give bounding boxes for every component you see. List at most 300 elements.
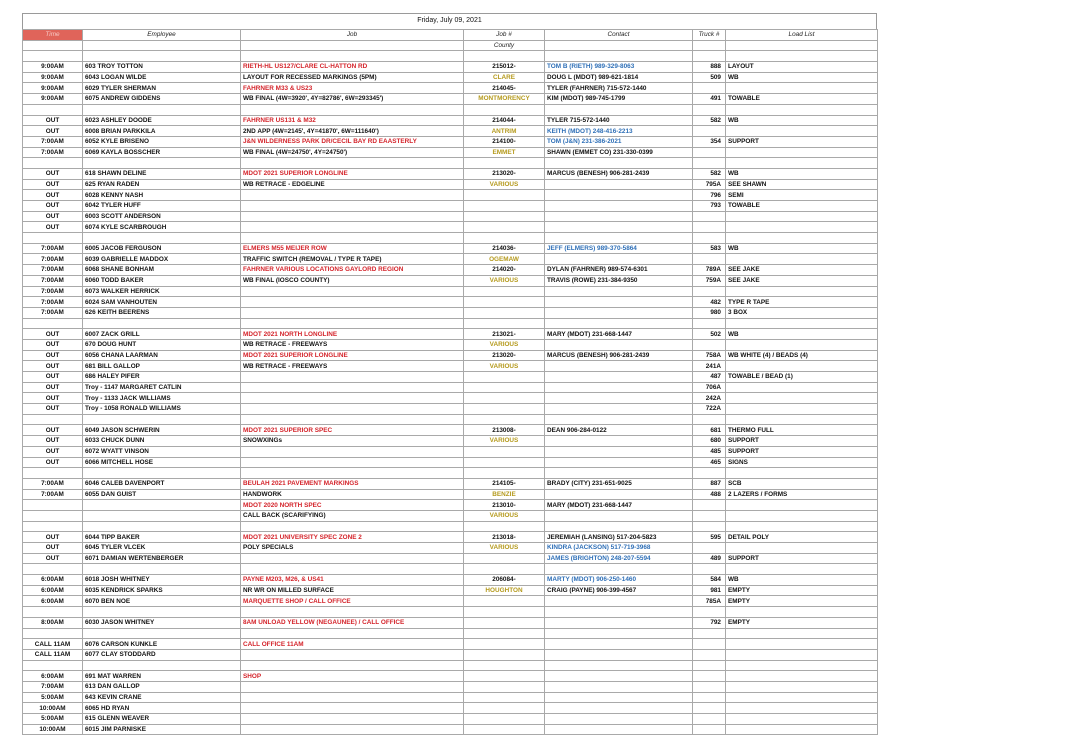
- row-load-list: [726, 521, 878, 532]
- row-job-number: EMMET: [464, 147, 545, 158]
- row-employee: 6039 GABRIELLE MADDOX: [83, 254, 241, 265]
- row-employee: 6056 CHANA LAARMAN: [83, 350, 241, 361]
- row-load-list: [726, 692, 878, 703]
- row-load-list: SUPPORT: [726, 446, 878, 457]
- header-employee: Employee: [83, 30, 241, 41]
- table-row: [23, 660, 878, 671]
- row-job-number: [464, 703, 545, 714]
- row-contact: [545, 254, 693, 265]
- row-truck-number: 488: [693, 489, 726, 500]
- sheet-date-title: Friday, July 09, 2021: [22, 13, 877, 29]
- subheader-blank: [545, 40, 693, 51]
- table-row: [23, 457, 878, 468]
- row-job: MARQUETTE SHOP / CALL OFFICE: [241, 596, 464, 607]
- row-contact: MARY (MDOT) 231-668-1447: [545, 329, 693, 340]
- row-employee: [83, 628, 241, 639]
- table-row: [23, 147, 878, 158]
- row-time: 7:00AM: [23, 286, 83, 297]
- table-row: [23, 211, 878, 222]
- row-job: BEULAH 2021 PAVEMENT MARKINGS: [241, 478, 464, 489]
- row-job-number: [464, 639, 545, 650]
- row-time: [23, 500, 83, 511]
- row-load-list: [726, 158, 878, 169]
- row-employee: [83, 510, 241, 521]
- row-job: WB RETRACE - FREEWAYS: [241, 361, 464, 372]
- row-load-list: WB WHITE (4) / BEADS (4): [726, 350, 878, 361]
- row-job-number: VARIOUS: [464, 339, 545, 350]
- row-truck-number: 583: [693, 243, 726, 254]
- table-row: [23, 532, 878, 543]
- table-row: [23, 489, 878, 500]
- row-job-number: [464, 681, 545, 692]
- row-employee: [83, 521, 241, 532]
- row-truck-number: [693, 222, 726, 233]
- row-contact: [545, 468, 693, 479]
- row-job-number: 214036-: [464, 243, 545, 254]
- row-contact: [545, 158, 693, 169]
- subheader-blank: [693, 40, 726, 51]
- row-job: MDOT 2021 NORTH LONGLINE: [241, 329, 464, 340]
- row-contact: [545, 639, 693, 650]
- table-row: [23, 703, 878, 714]
- row-job: FAHRNER M33 & US23: [241, 83, 464, 94]
- row-time: OUT: [23, 126, 83, 137]
- row-truck-number: [693, 639, 726, 650]
- row-job-number: VARIOUS: [464, 361, 545, 372]
- row-contact: [545, 51, 693, 62]
- row-truck-number: [693, 660, 726, 671]
- table-row: [23, 233, 878, 244]
- row-job-number: [464, 649, 545, 660]
- row-load-list: [726, 724, 878, 735]
- row-truck-number: 796: [693, 190, 726, 201]
- row-employee: 6024 SAM VANHOUTEN: [83, 297, 241, 308]
- row-job-number: [464, 553, 545, 564]
- row-load-list: DETAIL POLY: [726, 532, 878, 543]
- row-employee: 6033 CHUCK DUNN: [83, 436, 241, 447]
- row-job-number: 214045-: [464, 83, 545, 94]
- row-load-list: [726, 222, 878, 233]
- row-time: OUT: [23, 361, 83, 372]
- row-job: [241, 521, 464, 532]
- row-employee: 6066 MITCHELL HOSE: [83, 457, 241, 468]
- row-job-number: 213018-: [464, 532, 545, 543]
- row-job: [241, 607, 464, 618]
- row-time: [23, 564, 83, 575]
- table-row: [23, 62, 878, 73]
- row-employee: 6029 TYLER SHERMAN: [83, 83, 241, 94]
- row-time: 7:00AM: [23, 681, 83, 692]
- row-job-number: [464, 297, 545, 308]
- row-contact: [545, 489, 693, 500]
- row-job-number: [464, 457, 545, 468]
- row-job-number: [464, 404, 545, 415]
- row-load-list: [726, 51, 878, 62]
- header-load-list: Load List: [726, 30, 878, 41]
- row-contact: DYLAN (FAHRNER) 989-574-6301: [545, 265, 693, 276]
- row-time: 6:00AM: [23, 671, 83, 682]
- row-time: 9:00AM: [23, 83, 83, 94]
- row-contact: [545, 318, 693, 329]
- table-row: [23, 72, 878, 83]
- row-load-list: SEMI: [726, 190, 878, 201]
- row-load-list: WB: [726, 329, 878, 340]
- row-employee: [83, 564, 241, 575]
- row-employee: 6023 ASHLEY DOODE: [83, 115, 241, 126]
- row-truck-number: 242A: [693, 393, 726, 404]
- row-employee: 618 SHAWN DELINE: [83, 168, 241, 179]
- row-truck-number: [693, 671, 726, 682]
- row-job-number: [464, 393, 545, 404]
- row-time: OUT: [23, 393, 83, 404]
- table-row: [23, 361, 878, 372]
- table-row: [23, 275, 878, 286]
- row-employee: 6045 TYLER VLCEK: [83, 543, 241, 554]
- row-time: OUT: [23, 190, 83, 201]
- row-truck-number: [693, 521, 726, 532]
- row-employee: 615 GLENN WEAVER: [83, 714, 241, 725]
- row-time: OUT: [23, 168, 83, 179]
- row-contact: [545, 361, 693, 372]
- row-truck-number: [693, 607, 726, 618]
- row-load-list: [726, 104, 878, 115]
- row-contact: [545, 714, 693, 725]
- row-load-list: [726, 404, 878, 415]
- row-job-number: VARIOUS: [464, 510, 545, 521]
- row-job: PAYNE M203, M26, & US41: [241, 575, 464, 586]
- row-contact: [545, 104, 693, 115]
- table-row: [23, 510, 878, 521]
- row-contact: TRAVIS (ROWE) 231-384-9350: [545, 275, 693, 286]
- row-contact: [545, 681, 693, 692]
- row-load-list: [726, 339, 878, 350]
- row-time: OUT: [23, 350, 83, 361]
- row-truck-number: [693, 692, 726, 703]
- row-load-list: [726, 126, 878, 137]
- row-job: [241, 404, 464, 415]
- row-job: ELMERS M55 MEIJER ROW: [241, 243, 464, 254]
- row-truck-number: [693, 51, 726, 62]
- row-truck-number: 491: [693, 94, 726, 105]
- table-row: [23, 585, 878, 596]
- row-load-list: [726, 211, 878, 222]
- row-job: [241, 372, 464, 383]
- row-job: [241, 692, 464, 703]
- schedule-rows: [23, 30, 878, 735]
- row-job-number: 206084-: [464, 575, 545, 586]
- row-job-number: HOUGHTON: [464, 585, 545, 596]
- row-job: [241, 211, 464, 222]
- row-job-number: [464, 446, 545, 457]
- row-contact: [545, 201, 693, 212]
- row-job-number: OGEMAW: [464, 254, 545, 265]
- row-employee: [83, 318, 241, 329]
- row-job: MDOT 2021 UNIVERSITY SPEC ZONE 2: [241, 532, 464, 543]
- table-row: [23, 307, 878, 318]
- row-time: OUT: [23, 553, 83, 564]
- row-employee: 691 MAT WARREN: [83, 671, 241, 682]
- row-truck-number: [693, 414, 726, 425]
- row-job: [241, 158, 464, 169]
- row-job-number: [464, 201, 545, 212]
- row-job: WB FINAL (IOSCO COUNTY): [241, 275, 464, 286]
- row-time: 9:00AM: [23, 62, 83, 73]
- row-contact: SHAWN (EMMET CO) 231-330-0399: [545, 147, 693, 158]
- row-load-list: SEE JAKE: [726, 275, 878, 286]
- table-row: [23, 158, 878, 169]
- schedule-sheet: [22, 13, 877, 735]
- row-employee: 6072 WYATT VINSON: [83, 446, 241, 457]
- row-contact: [545, 233, 693, 244]
- row-load-list: [726, 468, 878, 479]
- row-truck-number: [693, 211, 726, 222]
- table-row: [23, 724, 878, 735]
- row-contact: [545, 222, 693, 233]
- row-contact: [545, 649, 693, 660]
- row-time: CALL 11AM: [23, 649, 83, 660]
- row-load-list: EMPTY: [726, 617, 878, 628]
- row-truck-number: 792: [693, 617, 726, 628]
- row-employee: 6070 BEN NOE: [83, 596, 241, 607]
- row-job-number: [464, 671, 545, 682]
- table-row: [23, 714, 878, 725]
- row-truck-number: 785A: [693, 596, 726, 607]
- row-truck-number: 980: [693, 307, 726, 318]
- row-time: [23, 233, 83, 244]
- row-job: [241, 222, 464, 233]
- row-time: [23, 510, 83, 521]
- row-job-number: CLARE: [464, 72, 545, 83]
- row-employee: [83, 414, 241, 425]
- row-job: TRAFFIC SWITCH (REMOVAL / TYPE R TAPE): [241, 254, 464, 265]
- row-load-list: [726, 393, 878, 404]
- row-job: FAHRNER US131 & M32: [241, 115, 464, 126]
- row-contact: KINDRA (JACKSON) 517-719-3968: [545, 543, 693, 554]
- row-time: 7:00AM: [23, 147, 83, 158]
- row-truck-number: 758A: [693, 350, 726, 361]
- row-employee: 6043 LOGAN WILDE: [83, 72, 241, 83]
- table-row: [23, 628, 878, 639]
- row-job-number: [464, 607, 545, 618]
- row-contact: [545, 596, 693, 607]
- row-employee: 6046 CALEB DAVENPORT: [83, 478, 241, 489]
- row-employee: 6044 TIPP BAKER: [83, 532, 241, 543]
- row-contact: [545, 628, 693, 639]
- row-contact: KEITH (MDOT) 248-416-2213: [545, 126, 693, 137]
- row-contact: [545, 457, 693, 468]
- row-contact: [545, 211, 693, 222]
- row-truck-number: 595: [693, 532, 726, 543]
- row-employee: 6052 KYLE BRISENO: [83, 136, 241, 147]
- row-load-list: TYPE R TAPE: [726, 297, 878, 308]
- row-job: [241, 297, 464, 308]
- row-job-number: [464, 414, 545, 425]
- row-contact: JEREMIAH (LANSING) 517-204-5823: [545, 532, 693, 543]
- row-employee: 6068 SHANE BONHAM: [83, 265, 241, 276]
- header-county: County: [464, 40, 545, 51]
- row-job: HANDWORK: [241, 489, 464, 500]
- row-contact: MARY (MDOT) 231-668-1447: [545, 500, 693, 511]
- row-employee: 6055 DAN GUIST: [83, 489, 241, 500]
- row-load-list: [726, 382, 878, 393]
- row-time: OUT: [23, 543, 83, 554]
- row-employee: 681 BILL GALLOP: [83, 361, 241, 372]
- row-load-list: SEE JAKE: [726, 265, 878, 276]
- row-truck-number: 793: [693, 201, 726, 212]
- row-job-number: [464, 660, 545, 671]
- row-time: 6:00AM: [23, 585, 83, 596]
- row-truck-number: [693, 510, 726, 521]
- row-job: [241, 628, 464, 639]
- table-row: [23, 51, 878, 62]
- column-subheader-row: [23, 40, 878, 51]
- row-truck-number: 509: [693, 72, 726, 83]
- table-row: [23, 596, 878, 607]
- row-truck-number: 887: [693, 478, 726, 489]
- row-time: 7:00AM: [23, 307, 83, 318]
- row-load-list: 3 BOX: [726, 307, 878, 318]
- row-job: [241, 286, 464, 297]
- row-job: [241, 382, 464, 393]
- row-contact: MARCUS (BENESH) 906-281-2439: [545, 350, 693, 361]
- row-employee: [83, 500, 241, 511]
- row-truck-number: [693, 286, 726, 297]
- row-load-list: [726, 607, 878, 618]
- row-job: MDOT 2021 SUPERIOR LONGLINE: [241, 168, 464, 179]
- row-contact: BRADY (CITY) 231-651-9025: [545, 478, 693, 489]
- table-row: [23, 617, 878, 628]
- row-load-list: SEE SHAWN: [726, 179, 878, 190]
- row-job: LAYOUT FOR RECESSED MARKINGS (5PM): [241, 72, 464, 83]
- row-truck-number: 789A: [693, 265, 726, 276]
- row-employee: 613 DAN GALLOP: [83, 681, 241, 692]
- header-jobno: Job #: [464, 30, 545, 41]
- table-row: [23, 468, 878, 479]
- row-load-list: [726, 660, 878, 671]
- row-truck-number: 487: [693, 372, 726, 383]
- row-truck-number: [693, 703, 726, 714]
- row-truck-number: 485: [693, 446, 726, 457]
- table-row: [23, 329, 878, 340]
- row-load-list: [726, 564, 878, 575]
- row-job: [241, 104, 464, 115]
- row-load-list: THERMO FULL: [726, 425, 878, 436]
- row-truck-number: [693, 543, 726, 554]
- row-job: WB FINAL (4W=24750', 4Y=24750'): [241, 147, 464, 158]
- row-employee: 6028 KENNY NASH: [83, 190, 241, 201]
- row-truck-number: [693, 339, 726, 350]
- row-job-number: BENZIE: [464, 489, 545, 500]
- table-row: [23, 446, 878, 457]
- table-row: [23, 436, 878, 447]
- row-contact: [545, 414, 693, 425]
- row-load-list: [726, 628, 878, 639]
- row-employee: 6003 SCOTT ANDERSON: [83, 211, 241, 222]
- row-job: SHOP: [241, 671, 464, 682]
- row-employee: 6049 JASON SCHWERIN: [83, 425, 241, 436]
- row-load-list: SIGNS: [726, 457, 878, 468]
- table-row: [23, 425, 878, 436]
- table-row: [23, 318, 878, 329]
- row-contact: [545, 179, 693, 190]
- subheader-blank: [83, 40, 241, 51]
- row-truck-number: [693, 564, 726, 575]
- row-contact: MARTY (MDOT) 906-250-1460: [545, 575, 693, 586]
- row-load-list: [726, 714, 878, 725]
- row-truck-number: [693, 233, 726, 244]
- schedule-table: [22, 29, 878, 735]
- row-load-list: [726, 703, 878, 714]
- table-row: [23, 297, 878, 308]
- table-row: [23, 575, 878, 586]
- row-contact: KIM (MDOT) 989-745-1799: [545, 94, 693, 105]
- row-job: RIETH-HL US127/CLARE CL-HATTON RD: [241, 62, 464, 73]
- row-contact: CRAIG (PAYNE) 906-399-4567: [545, 585, 693, 596]
- row-truck-number: 241A: [693, 361, 726, 372]
- row-contact: [545, 372, 693, 383]
- table-row: [23, 168, 878, 179]
- table-row: [23, 115, 878, 126]
- row-job-number: [464, 190, 545, 201]
- row-time: 5:00AM: [23, 692, 83, 703]
- row-job-number: [464, 724, 545, 735]
- row-employee: [83, 468, 241, 479]
- row-job: [241, 703, 464, 714]
- row-employee: 6015 JIM PARNISKE: [83, 724, 241, 735]
- row-job: FAHRNER VARIOUS LOCATIONS GAYLORD REGION: [241, 265, 464, 276]
- row-truck-number: [693, 628, 726, 639]
- row-employee: [83, 607, 241, 618]
- row-time: OUT: [23, 425, 83, 436]
- row-employee: 6008 BRIAN PARKKILA: [83, 126, 241, 137]
- table-row: [23, 286, 878, 297]
- subheader-blank: [241, 40, 464, 51]
- row-job: MDOT 2020 NORTH SPEC: [241, 500, 464, 511]
- table-row: [23, 404, 878, 415]
- table-row: [23, 265, 878, 276]
- row-job-number: [464, 233, 545, 244]
- row-load-list: WB: [726, 72, 878, 83]
- row-job: [241, 553, 464, 564]
- row-job: [241, 649, 464, 660]
- row-contact: TOM (J&N) 231-386-2021: [545, 136, 693, 147]
- row-load-list: WB: [726, 243, 878, 254]
- row-contact: [545, 564, 693, 575]
- row-load-list: [726, 414, 878, 425]
- row-time: 7:00AM: [23, 489, 83, 500]
- row-load-list: EMPTY: [726, 585, 878, 596]
- row-load-list: TOWABLE: [726, 201, 878, 212]
- table-row: [23, 500, 878, 511]
- row-contact: DOUG L (MDOT) 989-621-1814: [545, 72, 693, 83]
- table-row: [23, 393, 878, 404]
- table-row: [23, 83, 878, 94]
- row-employee: 643 KEVIN CRANE: [83, 692, 241, 703]
- row-load-list: [726, 500, 878, 511]
- row-time: OUT: [23, 372, 83, 383]
- subheader-blank: [23, 40, 83, 51]
- row-truck-number: [693, 147, 726, 158]
- table-row: [23, 350, 878, 361]
- table-row: [23, 478, 878, 489]
- row-job: [241, 190, 464, 201]
- row-time: [23, 104, 83, 115]
- row-load-list: [726, 681, 878, 692]
- row-time: 8:00AM: [23, 617, 83, 628]
- row-time: [23, 414, 83, 425]
- row-time: 9:00AM: [23, 94, 83, 105]
- row-contact: TYLER (FAHRNER) 715-572-1440: [545, 83, 693, 94]
